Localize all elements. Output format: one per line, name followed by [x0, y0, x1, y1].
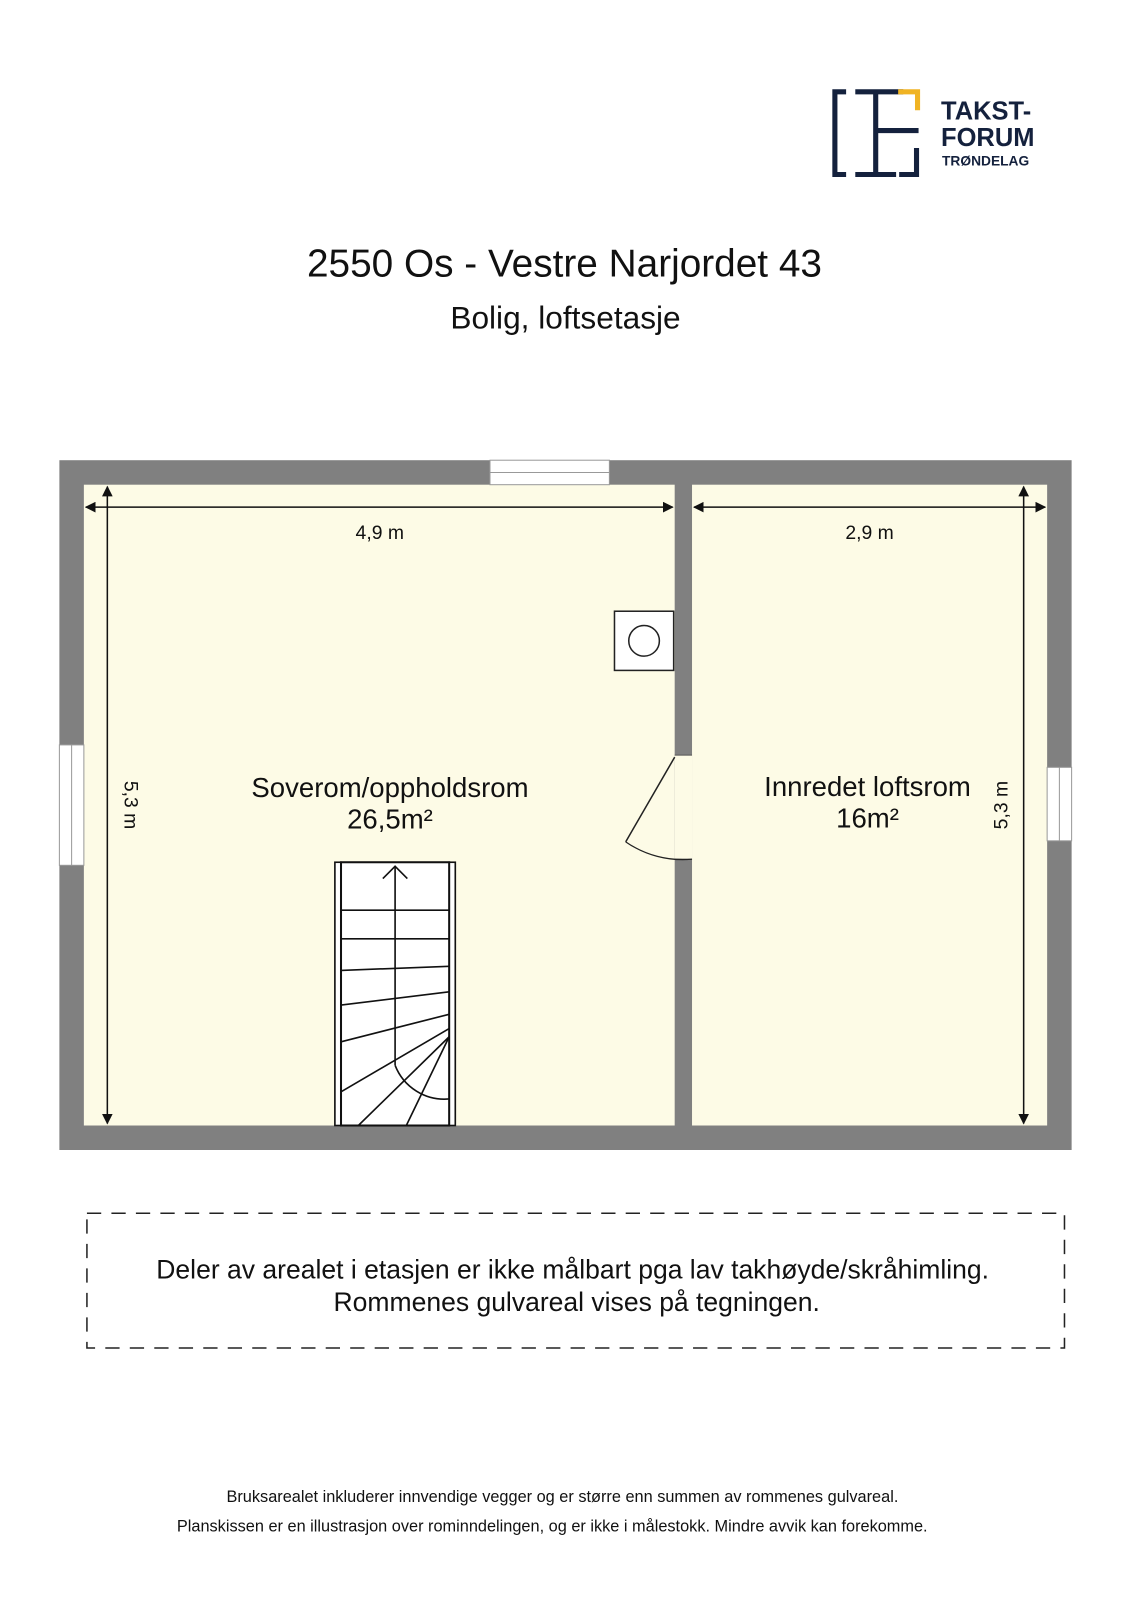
- staircase: [335, 862, 455, 1125]
- chimney-icon: [614, 611, 673, 670]
- room-area-loftsrom: 16m²: [836, 802, 899, 834]
- dimension-height-soverom: 5,3 m: [119, 780, 142, 830]
- notice-line2: Rommenes gulvareal vises på tegningen.: [333, 1287, 820, 1318]
- footer-line1: Bruksarealet inkluderer innvendige vegger og er større enn summen av rommenes gulvareal.: [226, 1488, 899, 1507]
- dimension-width-loftsrom: 2,9 m: [845, 521, 894, 544]
- footer-line2: Planskissen er en illustrasjon over rominndelingen, og er ikke i målestokk. Mindre avvik kan forekomme.: [176, 1517, 928, 1536]
- dimension-height-loftsrom: 5,3 m: [990, 780, 1013, 830]
- logo-line2: FORUM: [941, 123, 1035, 152]
- page-subtitle: Bolig, loftsetasje: [450, 299, 681, 336]
- logo-line1: TAKST-: [941, 97, 1032, 126]
- room-name-loftsrom: Innredet loftsrom: [764, 770, 971, 802]
- window-left: [59, 745, 83, 865]
- logo-mark-icon: [835, 92, 919, 175]
- dimension-width-soverom: 4,9 m: [355, 521, 405, 544]
- page-title: 2550 Os - Vestre Narjordet 43: [306, 242, 822, 286]
- notice-line1: Deler av arealet i etasjen er ikke målbart pga lav takhøyde/skråhimling.: [156, 1254, 989, 1285]
- takstforum-logo: [835, 92, 1035, 175]
- room-area-soverom: 26,5m²: [347, 803, 433, 835]
- window-right: [1047, 767, 1071, 840]
- logo-line3: TRØNDELAG: [942, 153, 1030, 169]
- window-top: [490, 460, 609, 484]
- room-name-soverom: Soverom/oppholdsrom: [251, 771, 529, 803]
